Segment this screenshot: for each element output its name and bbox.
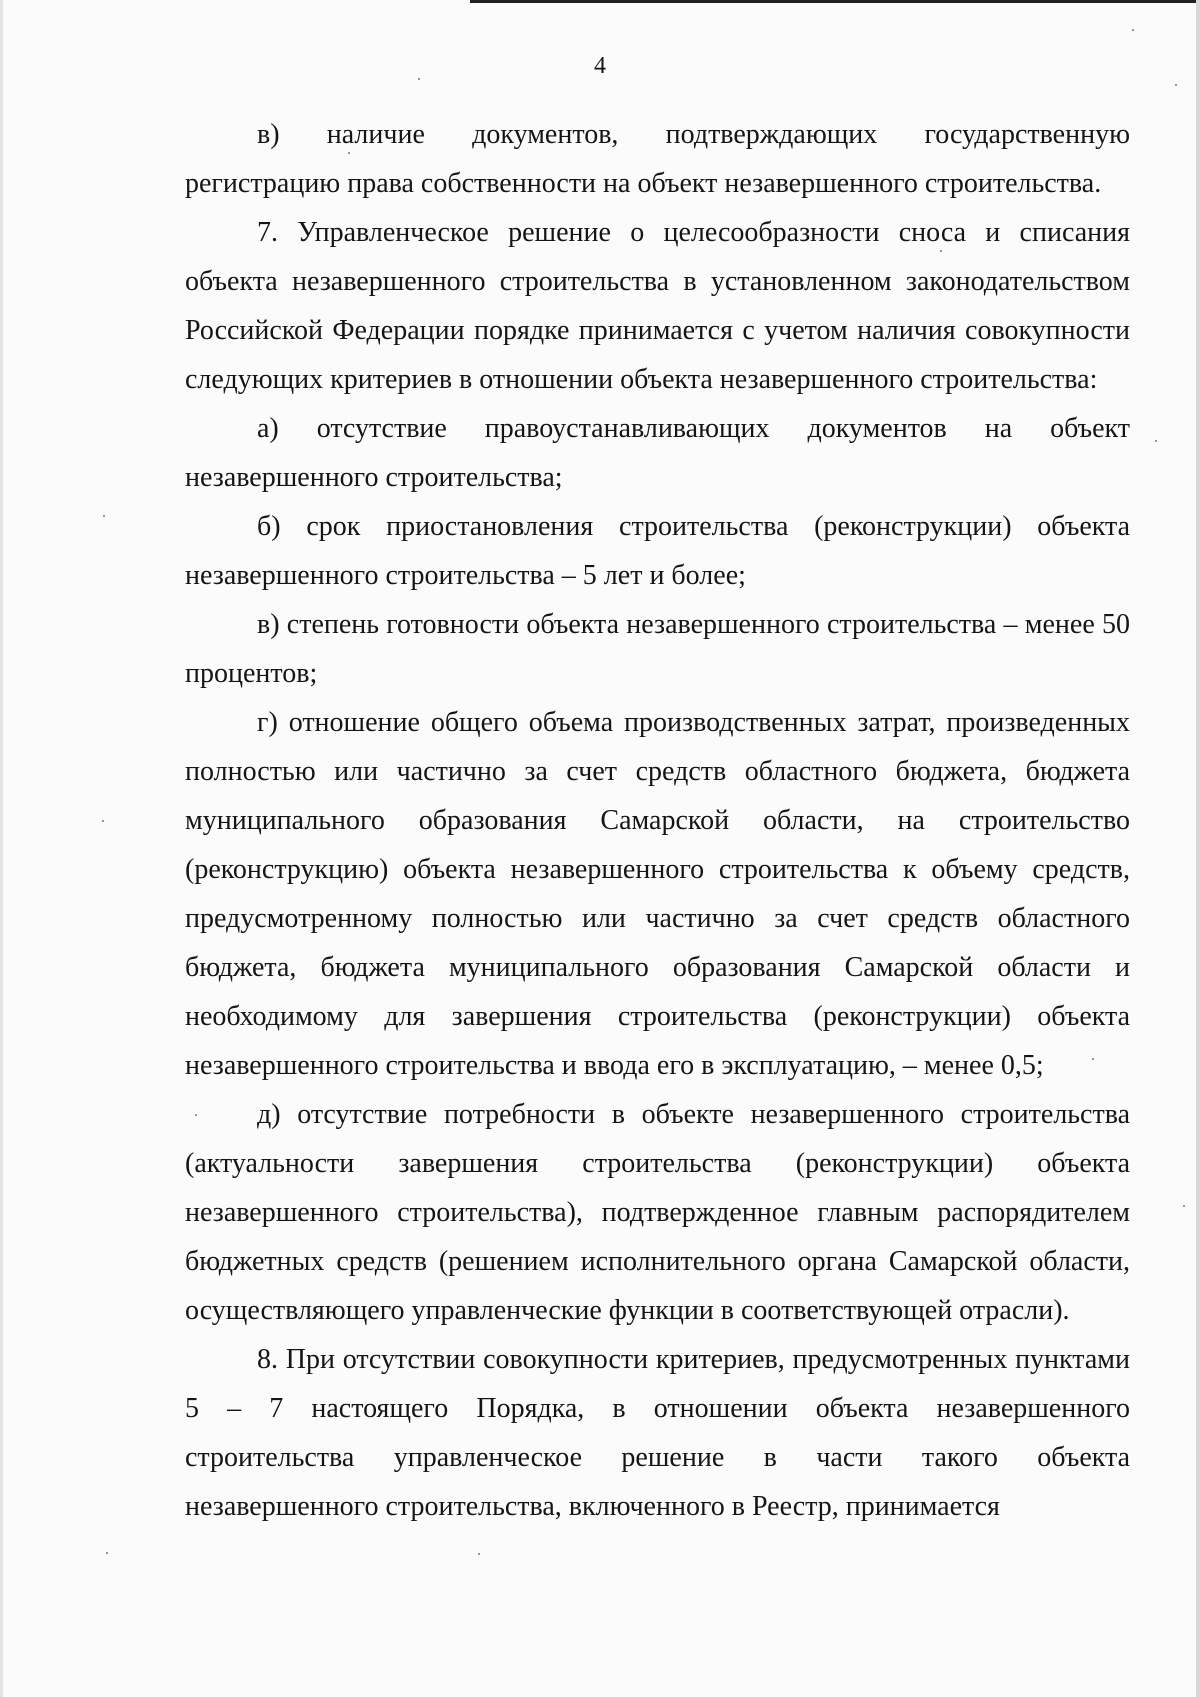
- scan-speck: [106, 1552, 108, 1554]
- scan-speck: [1175, 84, 1177, 86]
- scan-speck: [478, 1553, 480, 1555]
- scan-speck: [102, 820, 104, 822]
- scan-speck: [1155, 440, 1157, 442]
- paragraph-item-8: 8. При отсутствии совокупности критериев, предусмотренных пунктами 5 – 7 настоящего Порядка, в отношении объекта незавершенного строительства управленческое решение в части такого объекта незавершенного строительства, включенного в Реестр, принимается: [185, 1344, 1130, 1522]
- scan-speck: [103, 515, 105, 517]
- scan-speck: [1132, 29, 1134, 31]
- paragraph-criterion-g: г) отношение общего объема производственных затрат, произведенных полностью или частично за счет средств областного бюджета, бюджета муниципального образования Самарской области, на строительство (реконструкцию) объекта незавершенного строительства к объему средств, предусмотренному полностью или частично за счет средств областного бюджета, бюджета муниципального образования Самарской области и необходимому для завершения строительства (реконструкции) объекта незавершенного строительства и ввода его в эксплуатацию, – менее 0,5;: [185, 707, 1130, 1081]
- paragraph-item-7-management-decision: 7. Управленческое решение о целесообразности сноса и списания объекта незавершенного строительства в установленном законодательством Российской Федерации порядке принимается с учетом наличия совокупности следующих критериев в отношении объекта незавершенного строительства:: [185, 217, 1130, 395]
- scan-speck: [1183, 1205, 1185, 1207]
- paragraph-criterion-a: а) отсутствие правоустанавливающих документов на объект незавершенного строительства;: [185, 413, 1130, 493]
- scan-left-edge: [0, 0, 3, 1697]
- scan-top-border: [470, 0, 1200, 3]
- paragraph-criterion-b: б) срок приостановления строительства (реконструкции) объекта незавершенного строительства – 5 лет и более;: [185, 511, 1130, 591]
- paragraph-criterion-d: д) отсутствие потребности в объекте незавершенного строительства (актуальности завершения строительства (реконструкции) объекта незавершенного строительства), подтвержденное главным распорядителем бюджетных средств (решением исполнительного органа Самарской области, осуществляющего управленческие функции в соответствующей отрасли).: [185, 1099, 1130, 1326]
- scan-right-edge: [1196, 0, 1200, 1697]
- page-number: 4: [594, 53, 606, 79]
- paragraph-criterion-v: в) степень готовности объекта незавершенного строительства – менее 50 процентов;: [185, 609, 1130, 689]
- document-body: [185, 110, 1130, 1531]
- paragraph-registration-documents: в) наличие документов, подтверждающих государственную регистрацию права собственности на объект незавершенного строительства.: [185, 119, 1130, 199]
